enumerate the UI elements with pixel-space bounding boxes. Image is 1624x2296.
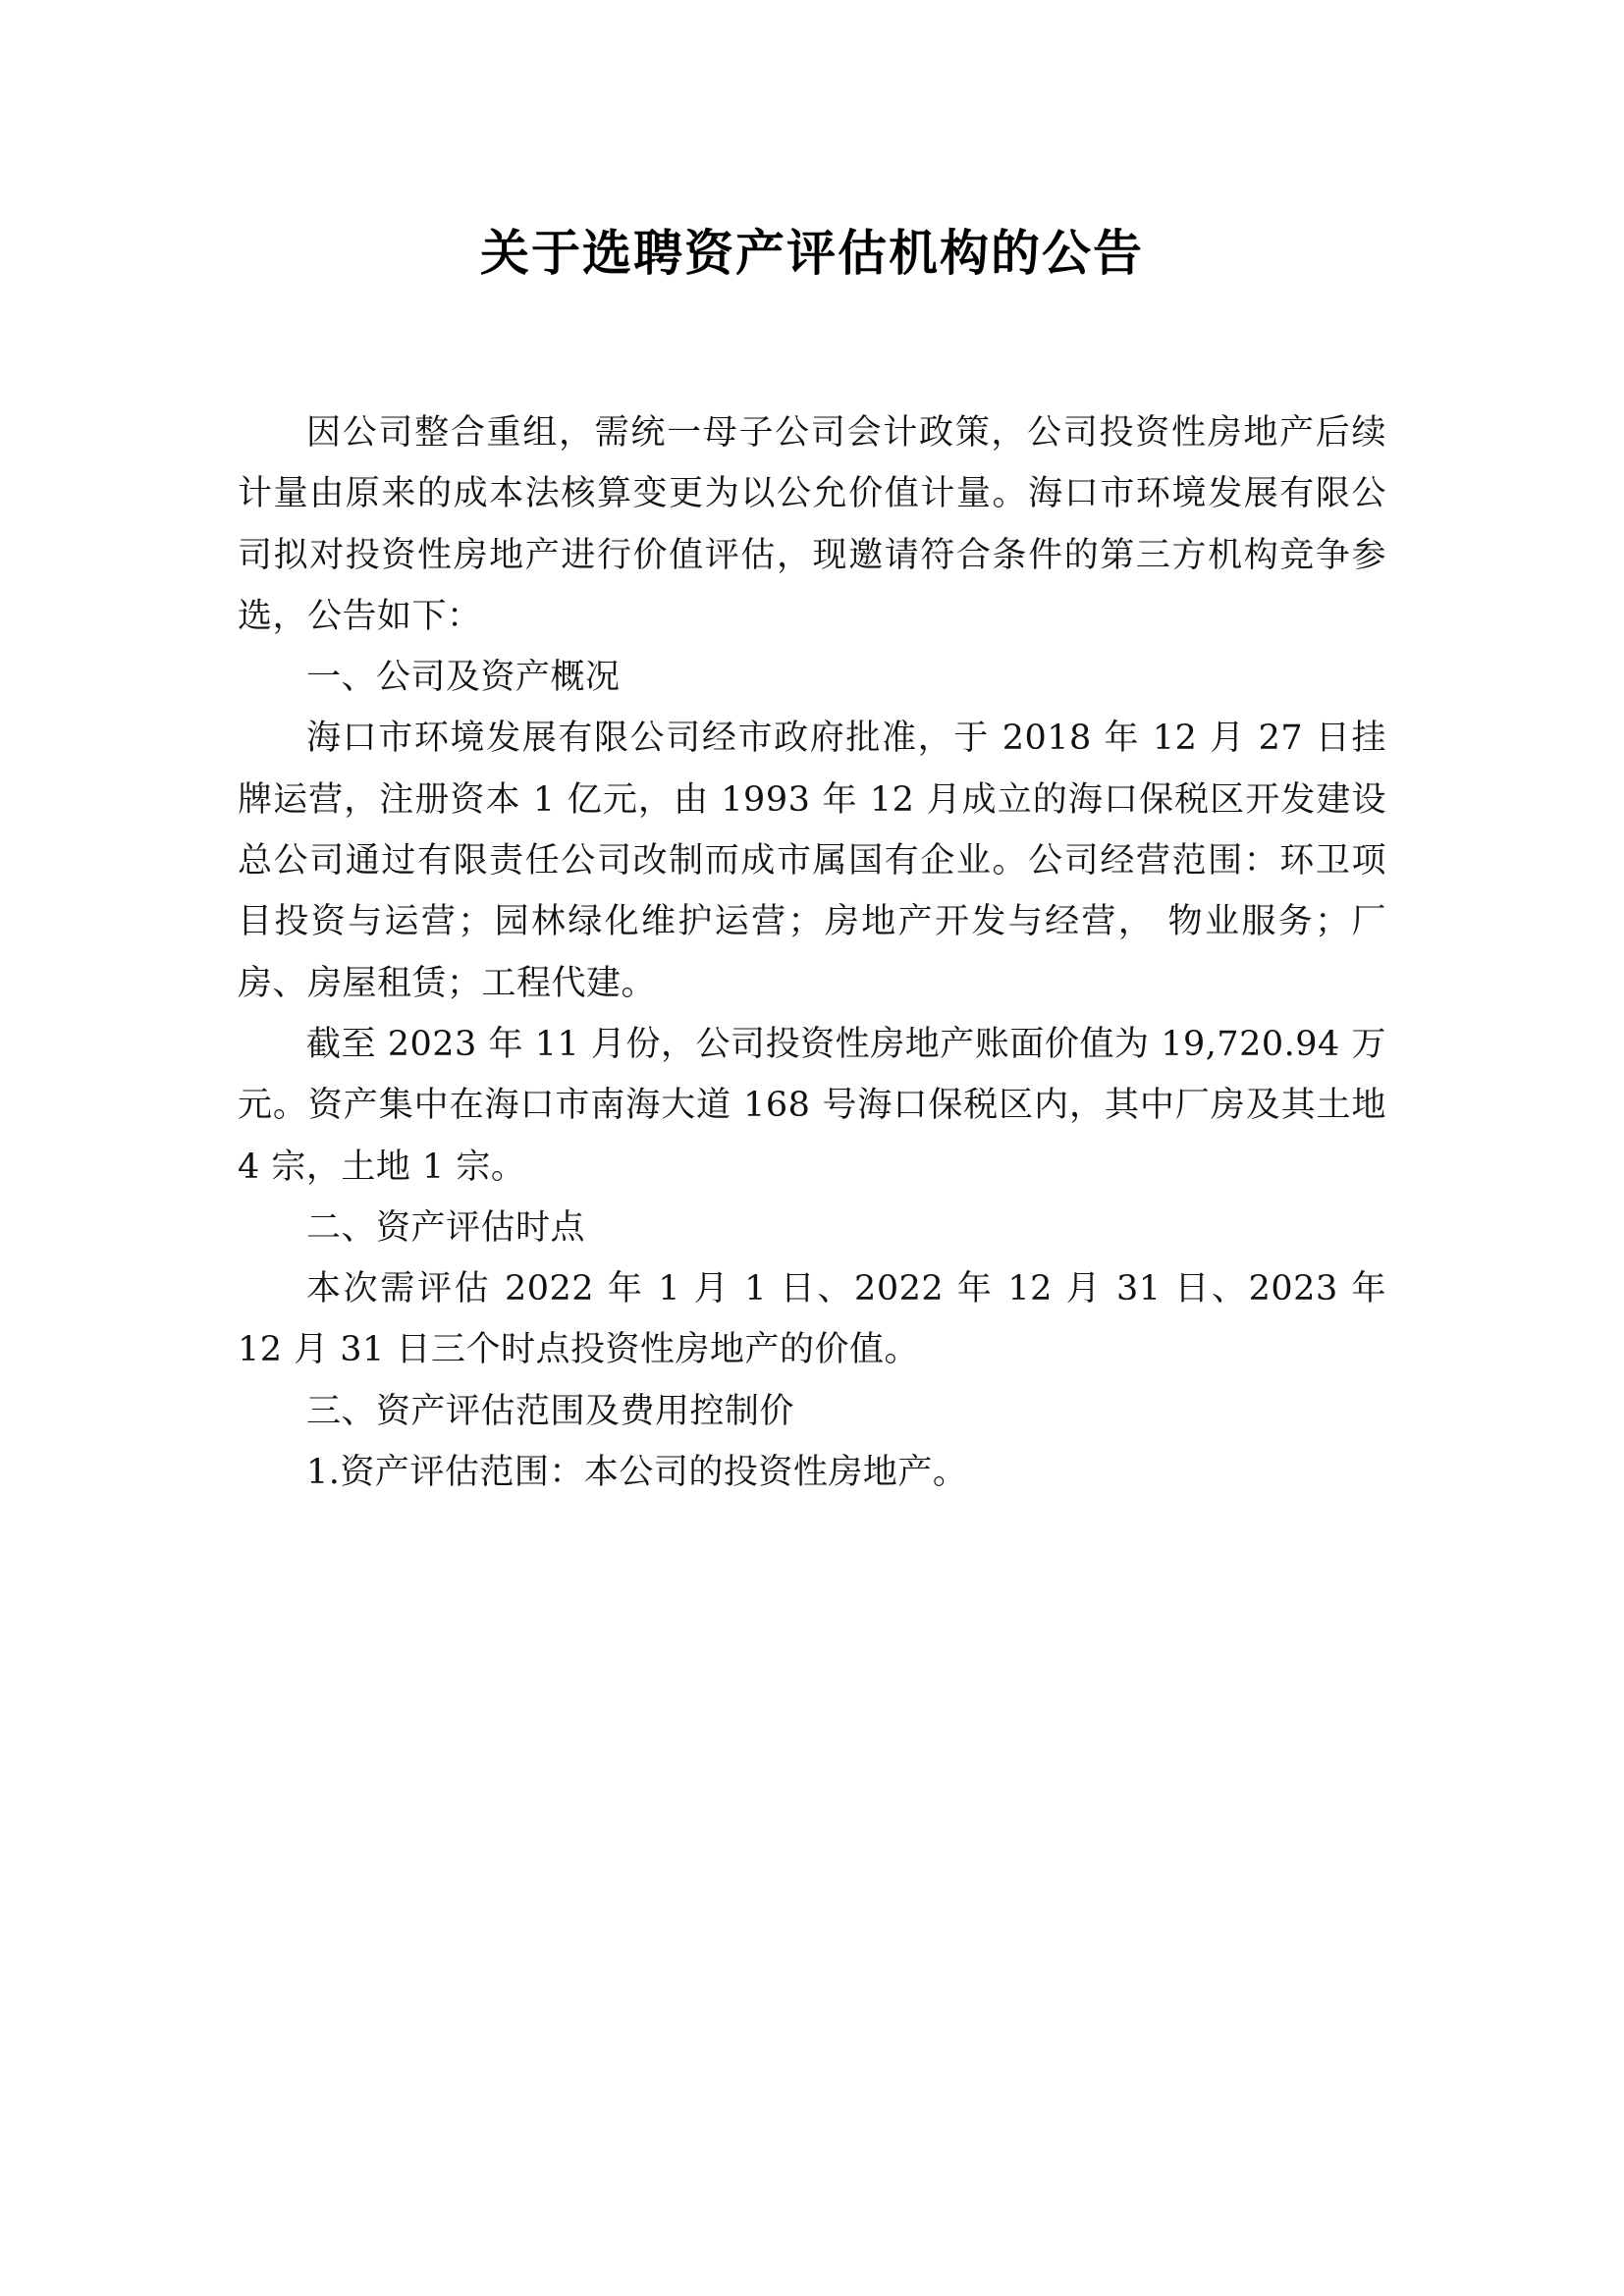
section-heading-three: 三、资产评估范围及费用控制价 <box>306 1391 795 1431</box>
paragraph-valuation-scope: 1.资产评估范围：本公司的投资性房地产。 <box>306 1453 968 1493</box>
paragraph-valuation-dates: 本次需评估 2022 年 1 月 1 日、2022 年 12 月 31 日、2023 年 12 月 31 日三个时点投资性房地产的价值。 <box>238 1269 1386 1370</box>
section-heading-two: 二、资产评估时点 <box>306 1207 586 1248</box>
paragraph-company-overview: 海口市环境发展有限公司经市政府批准，于 2018 年 12 月 27 日挂牌运营，注册资本 1 亿元，由 1993 年 12 月成立的海口保税区开发建设总公司通过有限责任公司改制而成市属国有企业。公司经营范围：环卫项目投资与运营；园林绿化维护运营；房地产开发与经营， 物业服务；厂房、房屋租赁；工程代建。 <box>238 719 1386 1003</box>
section-heading-one: 一、公司及资产概况 <box>306 658 621 698</box>
paragraph-asset-value: 截至 2023 年 11 月份，公司投资性房地产账面价值为 19,720.94 万元。资产集中在海口市南海大道 168 号海口保税区内，其中厂房及其土地 4 宗，土地 1 宗。 <box>238 1024 1386 1187</box>
document-body <box>238 285 1386 1503</box>
page-title: 关于选聘资产评估机构的公告 <box>480 226 1144 281</box>
paragraph-intro: 因公司整合重组，需统一母子公司会计政策，公司投资性房地产后续计量由原来的成本法核算变更为以公允价值计量。海口市环境发展有限公司拟对投资性房地产进行价值评估，现邀请符合条件的第三方机构竞争参选，公告如下： <box>238 413 1386 636</box>
